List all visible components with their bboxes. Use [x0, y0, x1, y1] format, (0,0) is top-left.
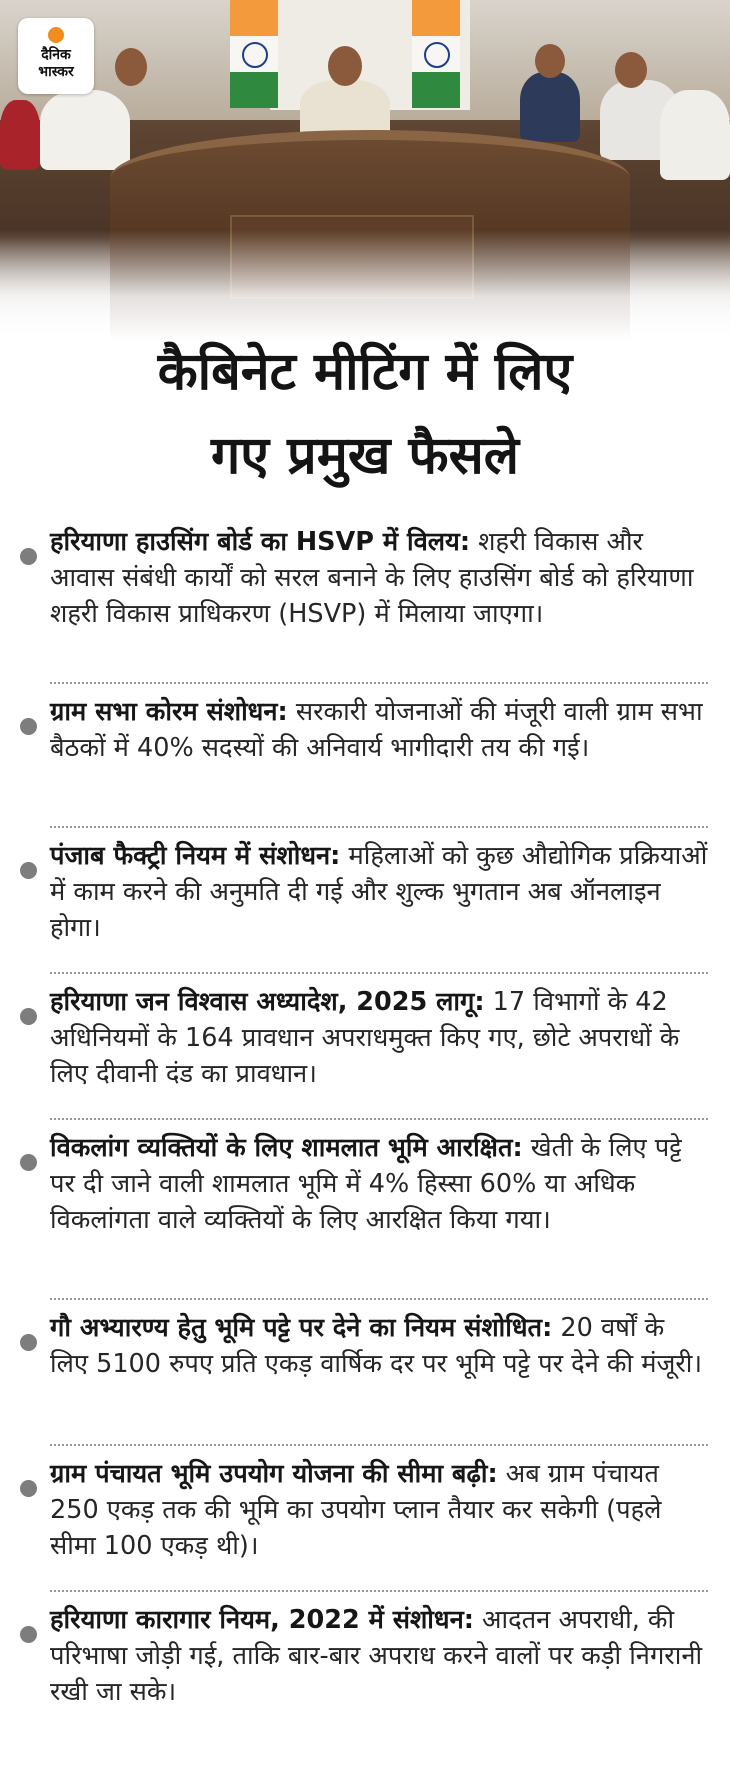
list-item: [0, 1120, 730, 1300]
item-body: 17 विभागों के 42 अधिनियमों के 164 प्रावधान अपराधमुक्त किए गए, छोटे अपराधों के लिए दीवानी दंड का प्रावधान।: [50, 987, 680, 1089]
item-title: हरियाणा जन विश्वास अध्यादेश, 2025 लागू:: [50, 987, 485, 1017]
title-line-1: कैबिनेट मीटिंग में लिए: [157, 342, 573, 402]
meeting-photo: [0, 0, 730, 340]
person-right: [520, 72, 580, 142]
item-body: 20 वर्षों के लिए 5100 रुपए प्रति एकड़ वार्षिक दर पर भूमि पट्टे पर देने की मंजूरी।: [50, 1313, 703, 1379]
page-title: [20, 330, 710, 498]
item-body: शहरी विकास और आवास संबंधी कार्यों को सरल बनाने के लिए हाउसिंग बोर्ड को हरियाणा शहरी विकास प्राधिकरण (HSVP) में मिलाया जाएगा।: [50, 527, 694, 629]
person-right-head: [535, 44, 565, 78]
list-item: [0, 1300, 730, 1446]
person-right-3: [660, 90, 730, 180]
bullet-icon: [20, 1626, 37, 1643]
item-title: ग्राम सभा कोरम संशोधन:: [50, 697, 288, 727]
item-text: [50, 694, 708, 766]
item-text: [50, 1130, 708, 1238]
item-body: आदतन अपराधी, की परिभाषा जोड़ी गई, ताकि बार-बार अपराध करने वालों पर कड़ी निगरानी रखी जा सके।: [50, 1605, 703, 1707]
item-body: महिलाओं को कुछ औद्योगिक प्रक्रियाओं में काम करने की अनुमति दी गई और शुल्क भुगतान अब ऑनलाइन होगा।: [50, 841, 708, 943]
list-item: [0, 684, 730, 828]
person-right-2-head: [615, 52, 647, 88]
item-text: [50, 1602, 708, 1710]
person-left-head: [115, 48, 147, 86]
person-left: [40, 90, 130, 170]
logo-sun-icon: [48, 27, 64, 43]
item-text: [50, 984, 708, 1092]
list-item: [0, 1446, 730, 1592]
list-item: [0, 828, 730, 974]
item-body: सरकारी योजनाओं की मंजूरी वाली ग्राम सभा बैठकों में 40% सदस्यों की अनिवार्य भागीदारी तय की गई।: [50, 697, 703, 763]
list-item: [0, 514, 730, 684]
bullet-icon: [20, 862, 37, 879]
item-text: [50, 1456, 708, 1564]
person-center-head: [328, 46, 362, 86]
bullet-icon: [20, 718, 37, 735]
logo-text: [18, 47, 94, 81]
list-item: [0, 974, 730, 1120]
logo-line-2: भास्कर: [38, 64, 74, 80]
item-text: [50, 838, 708, 946]
person-left-2: [0, 100, 40, 170]
item-body: खेती के लिए पट्टे पर दी जाने वाली शामलात भूमि में 4% हिस्सा 60% या अधिक विकलांगता वाले व्यक्तियों के लिए आरक्षित किया गया।: [50, 1133, 682, 1235]
dainik-bhaskar-logo: [18, 18, 94, 94]
bullet-icon: [20, 548, 37, 565]
item-text: [50, 1310, 708, 1382]
bullet-icon: [20, 1008, 37, 1025]
item-title: गौ अभ्यारण्य हेतु भूमि पट्टे पर देने का नियम संशोधित:: [50, 1313, 553, 1343]
title-line-2: गए प्रमुख फैसले: [211, 426, 519, 486]
photo-fade: [0, 230, 730, 340]
item-title: विकलांग व्यक्तियों के लिए शामलात भूमि आरक्षित:: [50, 1133, 523, 1163]
item-title: हरियाणा हाउसिंग बोर्ड का HSVP में विलय:: [50, 527, 471, 557]
flag-left-icon: [230, 0, 278, 108]
bullet-icon: [20, 1154, 37, 1171]
flag-right-icon: [412, 0, 460, 108]
item-title: हरियाणा कारागार नियम, 2022 में संशोधन:: [50, 1605, 474, 1635]
decision-list: [0, 514, 730, 1738]
list-item: [0, 1592, 730, 1738]
item-body: अब ग्राम पंचायत 250 एकड़ तक की भूमि का उपयोग प्लान तैयार कर सकेगी (पहले सीमा 100 एकड़ थी)।: [50, 1459, 662, 1561]
item-title: ग्राम पंचायत भूमि उपयोग योजना की सीमा बढ़ी:: [50, 1459, 498, 1489]
item-title: पंजाब फैक्ट्री नियम में संशोधन:: [50, 841, 341, 871]
logo-line-1: दैनिक: [41, 47, 71, 63]
item-text: [50, 524, 708, 632]
bullet-icon: [20, 1480, 37, 1497]
bullet-icon: [20, 1334, 37, 1351]
